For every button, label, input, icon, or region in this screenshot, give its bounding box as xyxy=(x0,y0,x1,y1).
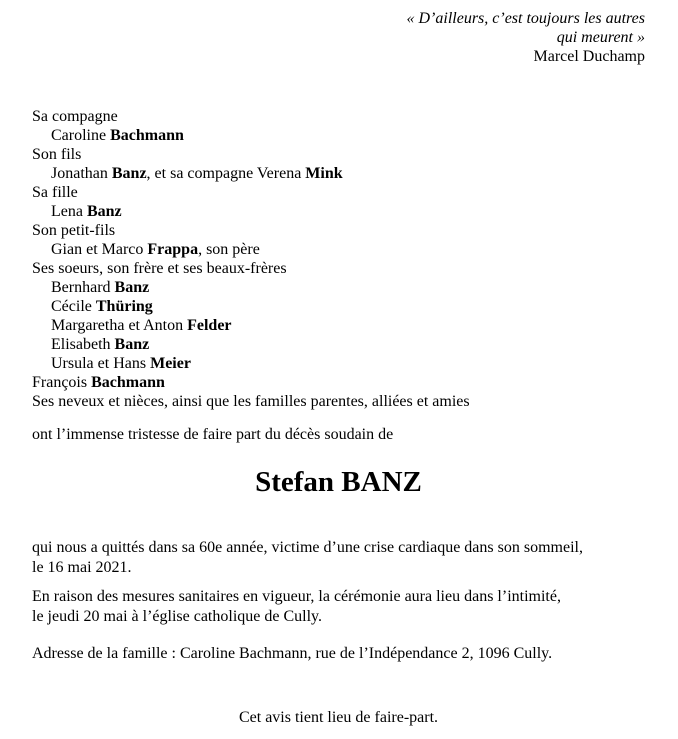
family-line: Ses soeurs, son frère et ses beaux-frères xyxy=(32,260,287,277)
quote-line-1: « D’ailleurs, c’est toujours les autres xyxy=(406,10,645,27)
family-line: Sa fille xyxy=(32,184,78,201)
family-line: Ursula et Hans Meier xyxy=(51,355,191,372)
body-paragraph: En raison des mesures sanitaires en vigueur, la cérémonie aura lieu dans l’intimité, le jeudi 20 mai à l’église catholique de Cully. xyxy=(32,588,561,625)
family-list xyxy=(32,107,645,411)
quote-attribution: Marcel Duchamp xyxy=(533,48,645,65)
family-line: Ses neveux et nièces, ainsi que les familles parentes, alliées et amies xyxy=(32,393,470,410)
family-line: Elisabeth Banz xyxy=(51,336,150,353)
body-paragraph: qui nous a quittés dans sa 60e année, victime d’une crise cardiaque dans son sommeil, le 16 mai 2021. xyxy=(32,539,583,576)
family-line: Gian et Marco Frappa, son père xyxy=(51,241,260,258)
family-line: François Bachmann xyxy=(32,374,165,391)
quote-line-2: qui meurent » xyxy=(556,29,645,46)
family-line: Son petit-fils xyxy=(32,222,116,239)
body-paragraphs xyxy=(32,538,645,664)
body-paragraph: Adresse de la famille : Caroline Bachmann, rue de l’Indépendance 2, 1096 Cully. xyxy=(32,645,553,662)
family-line: Cécile Thüring xyxy=(51,298,153,315)
family-line: Margaretha et Anton Felder xyxy=(51,317,232,334)
quote-block xyxy=(32,9,645,66)
family-line: Caroline Bachmann xyxy=(51,127,184,144)
family-line: Lena Banz xyxy=(51,203,122,220)
announcement-text: ont l’immense tristesse de faire part du décès soudain de xyxy=(32,426,394,443)
deceased-name: Stefan BANZ xyxy=(255,466,422,498)
family-line: Son fils xyxy=(32,146,82,163)
family-line: Jonathan Banz, et sa compagne Verena Mink xyxy=(51,165,343,182)
family-line: Bernhard Banz xyxy=(51,279,150,296)
footer-note: Cet avis tient lieu de faire-part. xyxy=(238,709,439,726)
family-line: Sa compagne xyxy=(32,108,118,125)
